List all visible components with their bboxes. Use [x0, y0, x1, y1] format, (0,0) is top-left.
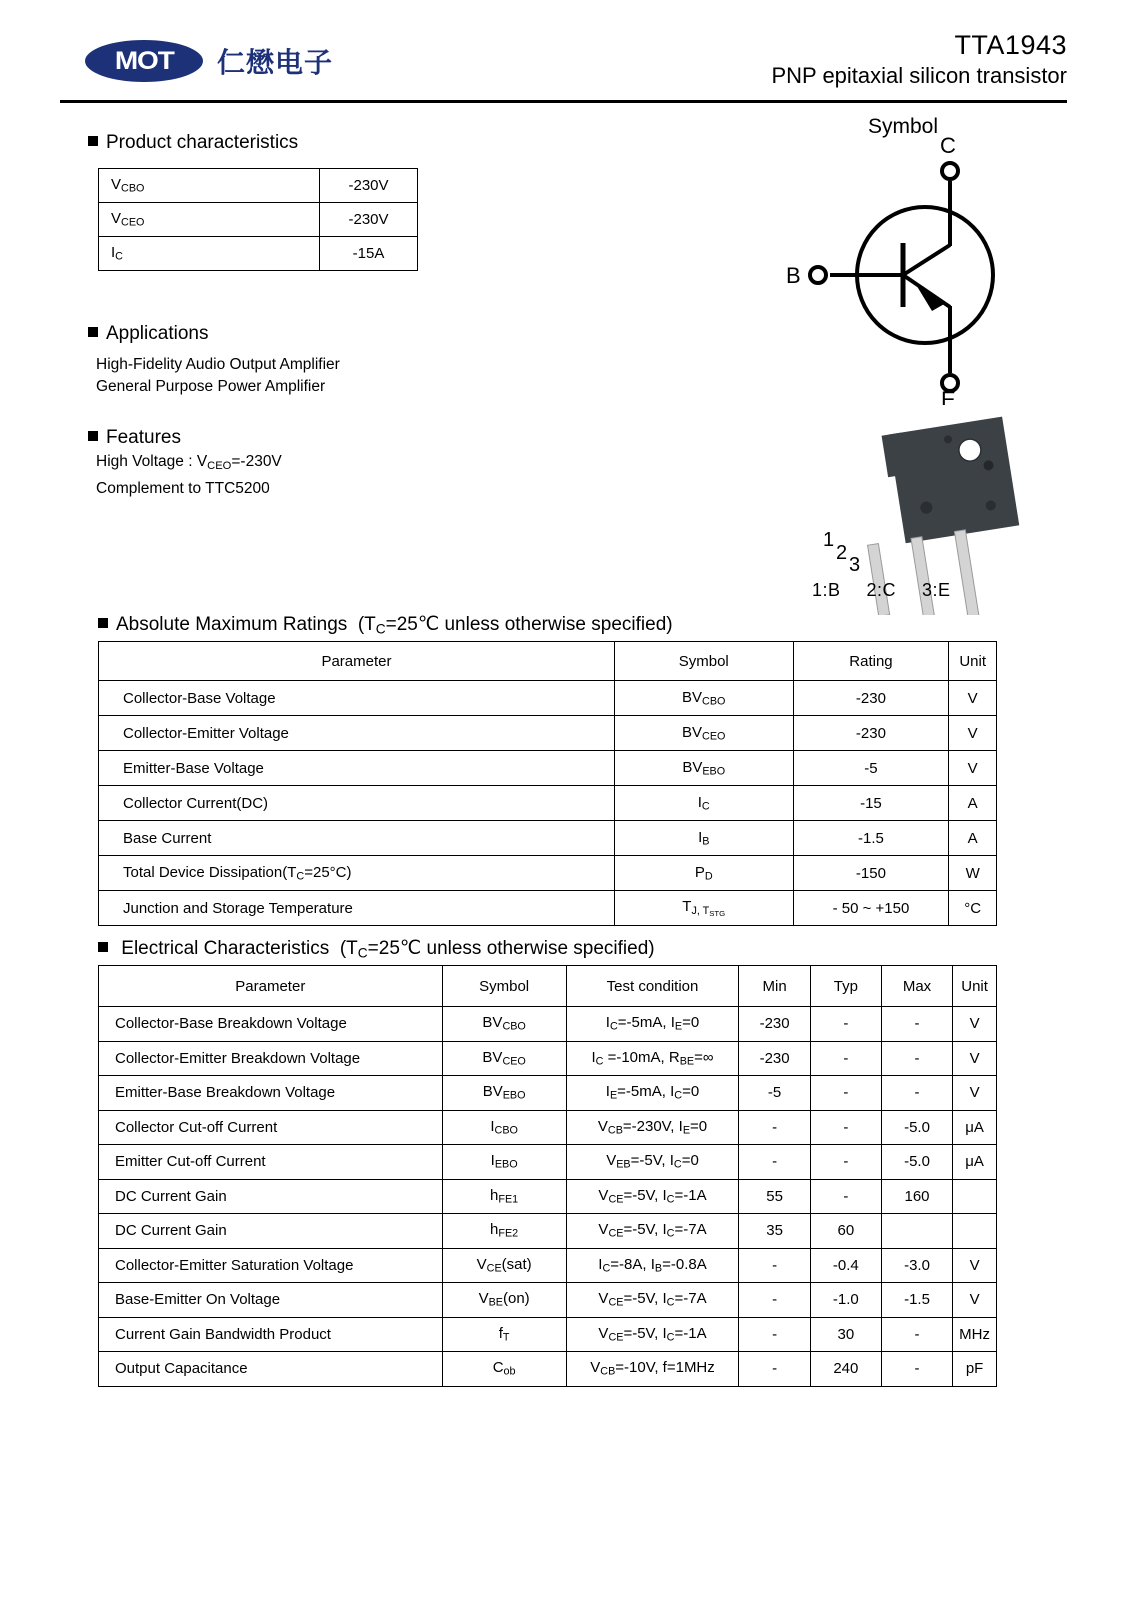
test-condition-cell: $I_C=-8A$, $I_B=-0.8A$ — [566, 1248, 739, 1283]
parameter-cell: DC Current Gain — [99, 1214, 443, 1249]
unit-cell: μA — [953, 1145, 997, 1180]
min-cell: -5 — [739, 1076, 810, 1111]
table-row — [99, 891, 997, 926]
pc-symbol-cell: $V_{CBO}$ — [99, 169, 320, 203]
test-condition-cell: $V_{CE}=-5V$, $I_C=-7A$ — [566, 1283, 739, 1318]
parameter-cell: Collector Current(DC) — [99, 786, 615, 821]
pin-legend-2: 2:C — [866, 580, 897, 600]
rating-cell: -150 — [793, 856, 949, 891]
symbol-cell: $BV_{CEO}$ — [614, 716, 793, 751]
logo-chinese-name: 仁懋电子 — [217, 46, 334, 79]
table-header-row — [99, 642, 997, 681]
square-bullet-icon — [88, 431, 98, 441]
test-condition-cell: $V_{EB}=-5V$, $I_C=0$ — [566, 1145, 739, 1180]
typ-cell: - — [810, 1076, 881, 1111]
pc-symbol-cell: $I_C$ — [99, 237, 320, 271]
page-subtitle: PNP epitaxial silicon transistor — [771, 63, 1067, 88]
table-row — [99, 821, 997, 856]
test-condition-cell: $V_{CE}=-5V$, $I_C=-1A$ — [566, 1317, 739, 1352]
parameter-cell: Collector-Base Breakdown Voltage — [99, 1007, 443, 1042]
transistor-symbol-diagram — [760, 115, 1060, 405]
rating-cell: -230 — [793, 716, 949, 751]
max-cell: - — [881, 1076, 952, 1111]
unit-cell: μA — [953, 1110, 997, 1145]
max-cell: - — [881, 1041, 952, 1076]
symbol-cell: $BV_{CBO}$ — [442, 1007, 566, 1042]
max-cell: 160 — [881, 1179, 952, 1214]
table-row — [99, 1317, 997, 1352]
unit-cell: V — [953, 1041, 997, 1076]
unit-cell: A — [949, 821, 997, 856]
min-cell: - — [739, 1110, 810, 1145]
pin-legend-3: 3:E — [922, 580, 951, 600]
column-header: Rating — [793, 642, 949, 681]
section-heading-applications: Applications — [88, 323, 208, 345]
min-cell: - — [739, 1283, 810, 1318]
typ-cell: 240 — [810, 1352, 881, 1387]
max-cell: -1.5 — [881, 1283, 952, 1318]
table-header-row — [99, 966, 997, 1007]
product-characteristics-table — [98, 168, 418, 271]
table-row — [99, 1352, 997, 1387]
test-condition-cell: $V_{CE}=-5V$, $I_C=-1A$ — [566, 1179, 739, 1214]
pc-value-cell: -230V — [320, 169, 418, 203]
parameter-cell: Emitter-Base Breakdown Voltage — [99, 1076, 443, 1111]
table-row — [99, 856, 997, 891]
symbol-cell: $I_B$ — [614, 821, 793, 856]
typ-cell: - — [810, 1007, 881, 1042]
unit-cell: V — [953, 1007, 997, 1042]
min-cell: - — [739, 1317, 810, 1352]
table-row — [99, 1145, 997, 1180]
parameter-cell: Emitter Cut-off Current — [99, 1145, 443, 1180]
application-item-2: General Purpose Power Amplifier — [96, 378, 326, 395]
symbol-cell: $BV_{EBO}$ — [614, 751, 793, 786]
rating-cell: -1.5 — [793, 821, 949, 856]
title-block — [772, 30, 1068, 89]
pc-value-cell: -15A — [320, 237, 418, 271]
parameter-cell: Collector-Emitter Breakdown Voltage — [99, 1041, 443, 1076]
typ-cell: 30 — [810, 1317, 881, 1352]
symbol-cell: $BV_{CBO}$ — [614, 681, 793, 716]
symbol-cell: $BV_{CEO}$ — [442, 1041, 566, 1076]
unit-cell: W — [949, 856, 997, 891]
typ-cell: - — [810, 1179, 881, 1214]
pin-number-2: 2 — [836, 542, 848, 564]
symbol-cell: $h_{FE2}$ — [442, 1214, 566, 1249]
column-header: Typ — [810, 966, 881, 1007]
header-divider — [60, 100, 1067, 103]
unit-cell: pF — [953, 1352, 997, 1387]
pnp-symbol-icon — [760, 115, 1060, 405]
typ-cell: -1.0 — [810, 1283, 881, 1318]
parameter-cell: Output Capacitance — [99, 1352, 443, 1387]
column-header: Test condition — [566, 966, 739, 1007]
parameter-cell: Base Current — [99, 821, 615, 856]
table-row — [99, 203, 418, 237]
symbol-pin-c-label: C — [940, 133, 956, 158]
page-title: TTA1943 — [954, 30, 1067, 60]
section-heading-features: Features — [88, 427, 181, 449]
parameter-cell: Current Gain Bandwidth Product — [99, 1317, 443, 1352]
parameter-cell: DC Current Gain — [99, 1179, 443, 1214]
test-condition-cell: $I_C=-5mA$, $I_E=0$ — [566, 1007, 739, 1042]
section-heading-product-characteristics: Product characteristics — [88, 132, 298, 154]
symbol-cell: $h_{FE1}$ — [442, 1179, 566, 1214]
typ-cell: - — [810, 1110, 881, 1145]
square-bullet-icon — [98, 618, 108, 628]
symbol-caption: Symbol — [868, 115, 939, 138]
column-header: Min — [739, 966, 810, 1007]
parameter-cell: Junction and Storage Temperature — [99, 891, 615, 926]
symbol-pin-b-label: B — [786, 263, 801, 288]
symbol-cell: $I_C$ — [614, 786, 793, 821]
min-cell: 55 — [739, 1179, 810, 1214]
min-cell: - — [739, 1248, 810, 1283]
symbol-cell: $V_{CE}(sat)$ — [442, 1248, 566, 1283]
symbol-cell: $I_{CBO}$ — [442, 1110, 566, 1145]
unit-cell: MHz — [953, 1317, 997, 1352]
max-cell — [881, 1214, 952, 1249]
max-cell: -5.0 — [881, 1145, 952, 1180]
table-row — [99, 716, 997, 751]
table-row — [99, 786, 997, 821]
typ-cell: - — [810, 1041, 881, 1076]
max-cell: - — [881, 1317, 952, 1352]
test-condition-cell: $V_{CE}=-5V$, $I_C=-7A$ — [566, 1214, 739, 1249]
min-cell: - — [739, 1352, 810, 1387]
parameter-cell: Base-Emitter On Voltage — [99, 1283, 443, 1318]
column-header: Max — [881, 966, 952, 1007]
unit-cell: V — [953, 1248, 997, 1283]
square-bullet-icon — [88, 327, 98, 337]
square-bullet-icon — [88, 136, 98, 146]
rating-cell: -15 — [793, 786, 949, 821]
parameter-cell: Collector Cut-off Current — [99, 1110, 443, 1145]
pc-symbol-cell: $V_{CEO}$ — [99, 203, 320, 237]
min-cell: - — [739, 1145, 810, 1180]
min-cell: 35 — [739, 1214, 810, 1249]
rating-cell: -5 — [793, 751, 949, 786]
symbol-cell: $BV_{EBO}$ — [442, 1076, 566, 1111]
logo-text: MOT — [114, 46, 174, 75]
table-row — [99, 1110, 997, 1145]
min-cell: -230 — [739, 1041, 810, 1076]
page-header — [60, 30, 1067, 100]
unit-cell — [953, 1214, 997, 1249]
pin-legend — [812, 580, 977, 601]
feature-item-1: High Voltage : $V_{CEO}=-230V$ — [96, 453, 282, 472]
test-condition-cell: $I_C =-10mA$, $R_{BE}=\infty$ — [566, 1041, 739, 1076]
typ-cell: -0.4 — [810, 1248, 881, 1283]
parameter-cell: Collector-Emitter Saturation Voltage — [99, 1248, 443, 1283]
table-row — [99, 1214, 997, 1249]
rating-cell: - 50 ~ +150 — [793, 891, 949, 926]
unit-cell: °C — [949, 891, 997, 926]
column-header: Symbol — [614, 642, 793, 681]
parameter-cell: Total Device $Dissipation(T_C=25^\circ C)$ — [99, 856, 615, 891]
logo-ellipse-icon — [85, 40, 203, 82]
unit-cell: V — [949, 716, 997, 751]
typ-cell: 60 — [810, 1214, 881, 1249]
section-heading-electrical-characteristics: Electrical Characteristics ($T_C=25℃$ unless otherwise specified) — [98, 937, 655, 960]
test-condition-cell: $V_{CB}=-230V$, $I_E=0$ — [566, 1110, 739, 1145]
absolute-maximum-ratings-table — [98, 641, 997, 926]
table-row — [99, 237, 418, 271]
unit-cell: V — [949, 751, 997, 786]
table-row — [99, 1283, 997, 1318]
pin-number-1: 1 — [823, 529, 835, 551]
table-row — [99, 751, 997, 786]
pc-value-cell: -230V — [320, 203, 418, 237]
symbol-pin-e-label: E — [941, 387, 956, 405]
test-condition-cell: $V_{CB}=-10V$, f=1MHz — [566, 1352, 739, 1387]
section-heading-absolute-maximum-ratings: Absolute Maximum Ratings ($T_C=25℃$ unless otherwise specified) — [98, 613, 673, 636]
column-header: Symbol — [442, 966, 566, 1007]
pin-number-3: 3 — [849, 554, 861, 576]
table-row — [99, 1179, 997, 1214]
max-cell: - — [881, 1007, 952, 1042]
company-logo — [85, 40, 333, 82]
symbol-cell: $f_T$ — [442, 1317, 566, 1352]
max-cell: - — [881, 1352, 952, 1387]
symbol-cell: $T_{J, T_{STG}}$ — [614, 891, 793, 926]
column-header: Unit — [949, 642, 997, 681]
table-row — [99, 681, 997, 716]
electrical-characteristics-table — [98, 965, 997, 1387]
rating-cell: -230 — [793, 681, 949, 716]
parameter-cell: Collector-Base Voltage — [99, 681, 615, 716]
column-header: Unit — [953, 966, 997, 1007]
unit-cell: V — [949, 681, 997, 716]
test-condition-cell: $I_E=-5mA$, $I_C=0$ — [566, 1076, 739, 1111]
column-header: Parameter — [99, 642, 615, 681]
min-cell: -230 — [739, 1007, 810, 1042]
pin-legend-1: 1:B — [812, 580, 841, 600]
table-row — [99, 1248, 997, 1283]
max-cell: -3.0 — [881, 1248, 952, 1283]
unit-cell: V — [953, 1283, 997, 1318]
max-cell: -5.0 — [881, 1110, 952, 1145]
typ-cell: - — [810, 1145, 881, 1180]
symbol-cell: $V_{BE}(on)$ — [442, 1283, 566, 1318]
unit-cell: A — [949, 786, 997, 821]
column-header: Parameter — [99, 966, 443, 1007]
square-bullet-icon — [98, 942, 108, 952]
parameter-cell: Collector-Emitter Voltage — [99, 716, 615, 751]
unit-cell — [953, 1179, 997, 1214]
symbol-cell: $I_{EBO}$ — [442, 1145, 566, 1180]
table-row — [99, 1041, 997, 1076]
application-item-1: High-Fidelity Audio Output Amplifier — [96, 356, 340, 373]
unit-cell: V — [953, 1076, 997, 1111]
table-row — [99, 169, 418, 203]
symbol-cell: $P_D$ — [614, 856, 793, 891]
feature-item-2: Complement to TTC5200 — [96, 480, 270, 497]
parameter-cell: Emitter-Base Voltage — [99, 751, 615, 786]
symbol-cell: $C_{ob}$ — [442, 1352, 566, 1387]
table-row — [99, 1007, 997, 1042]
table-row — [99, 1076, 997, 1111]
